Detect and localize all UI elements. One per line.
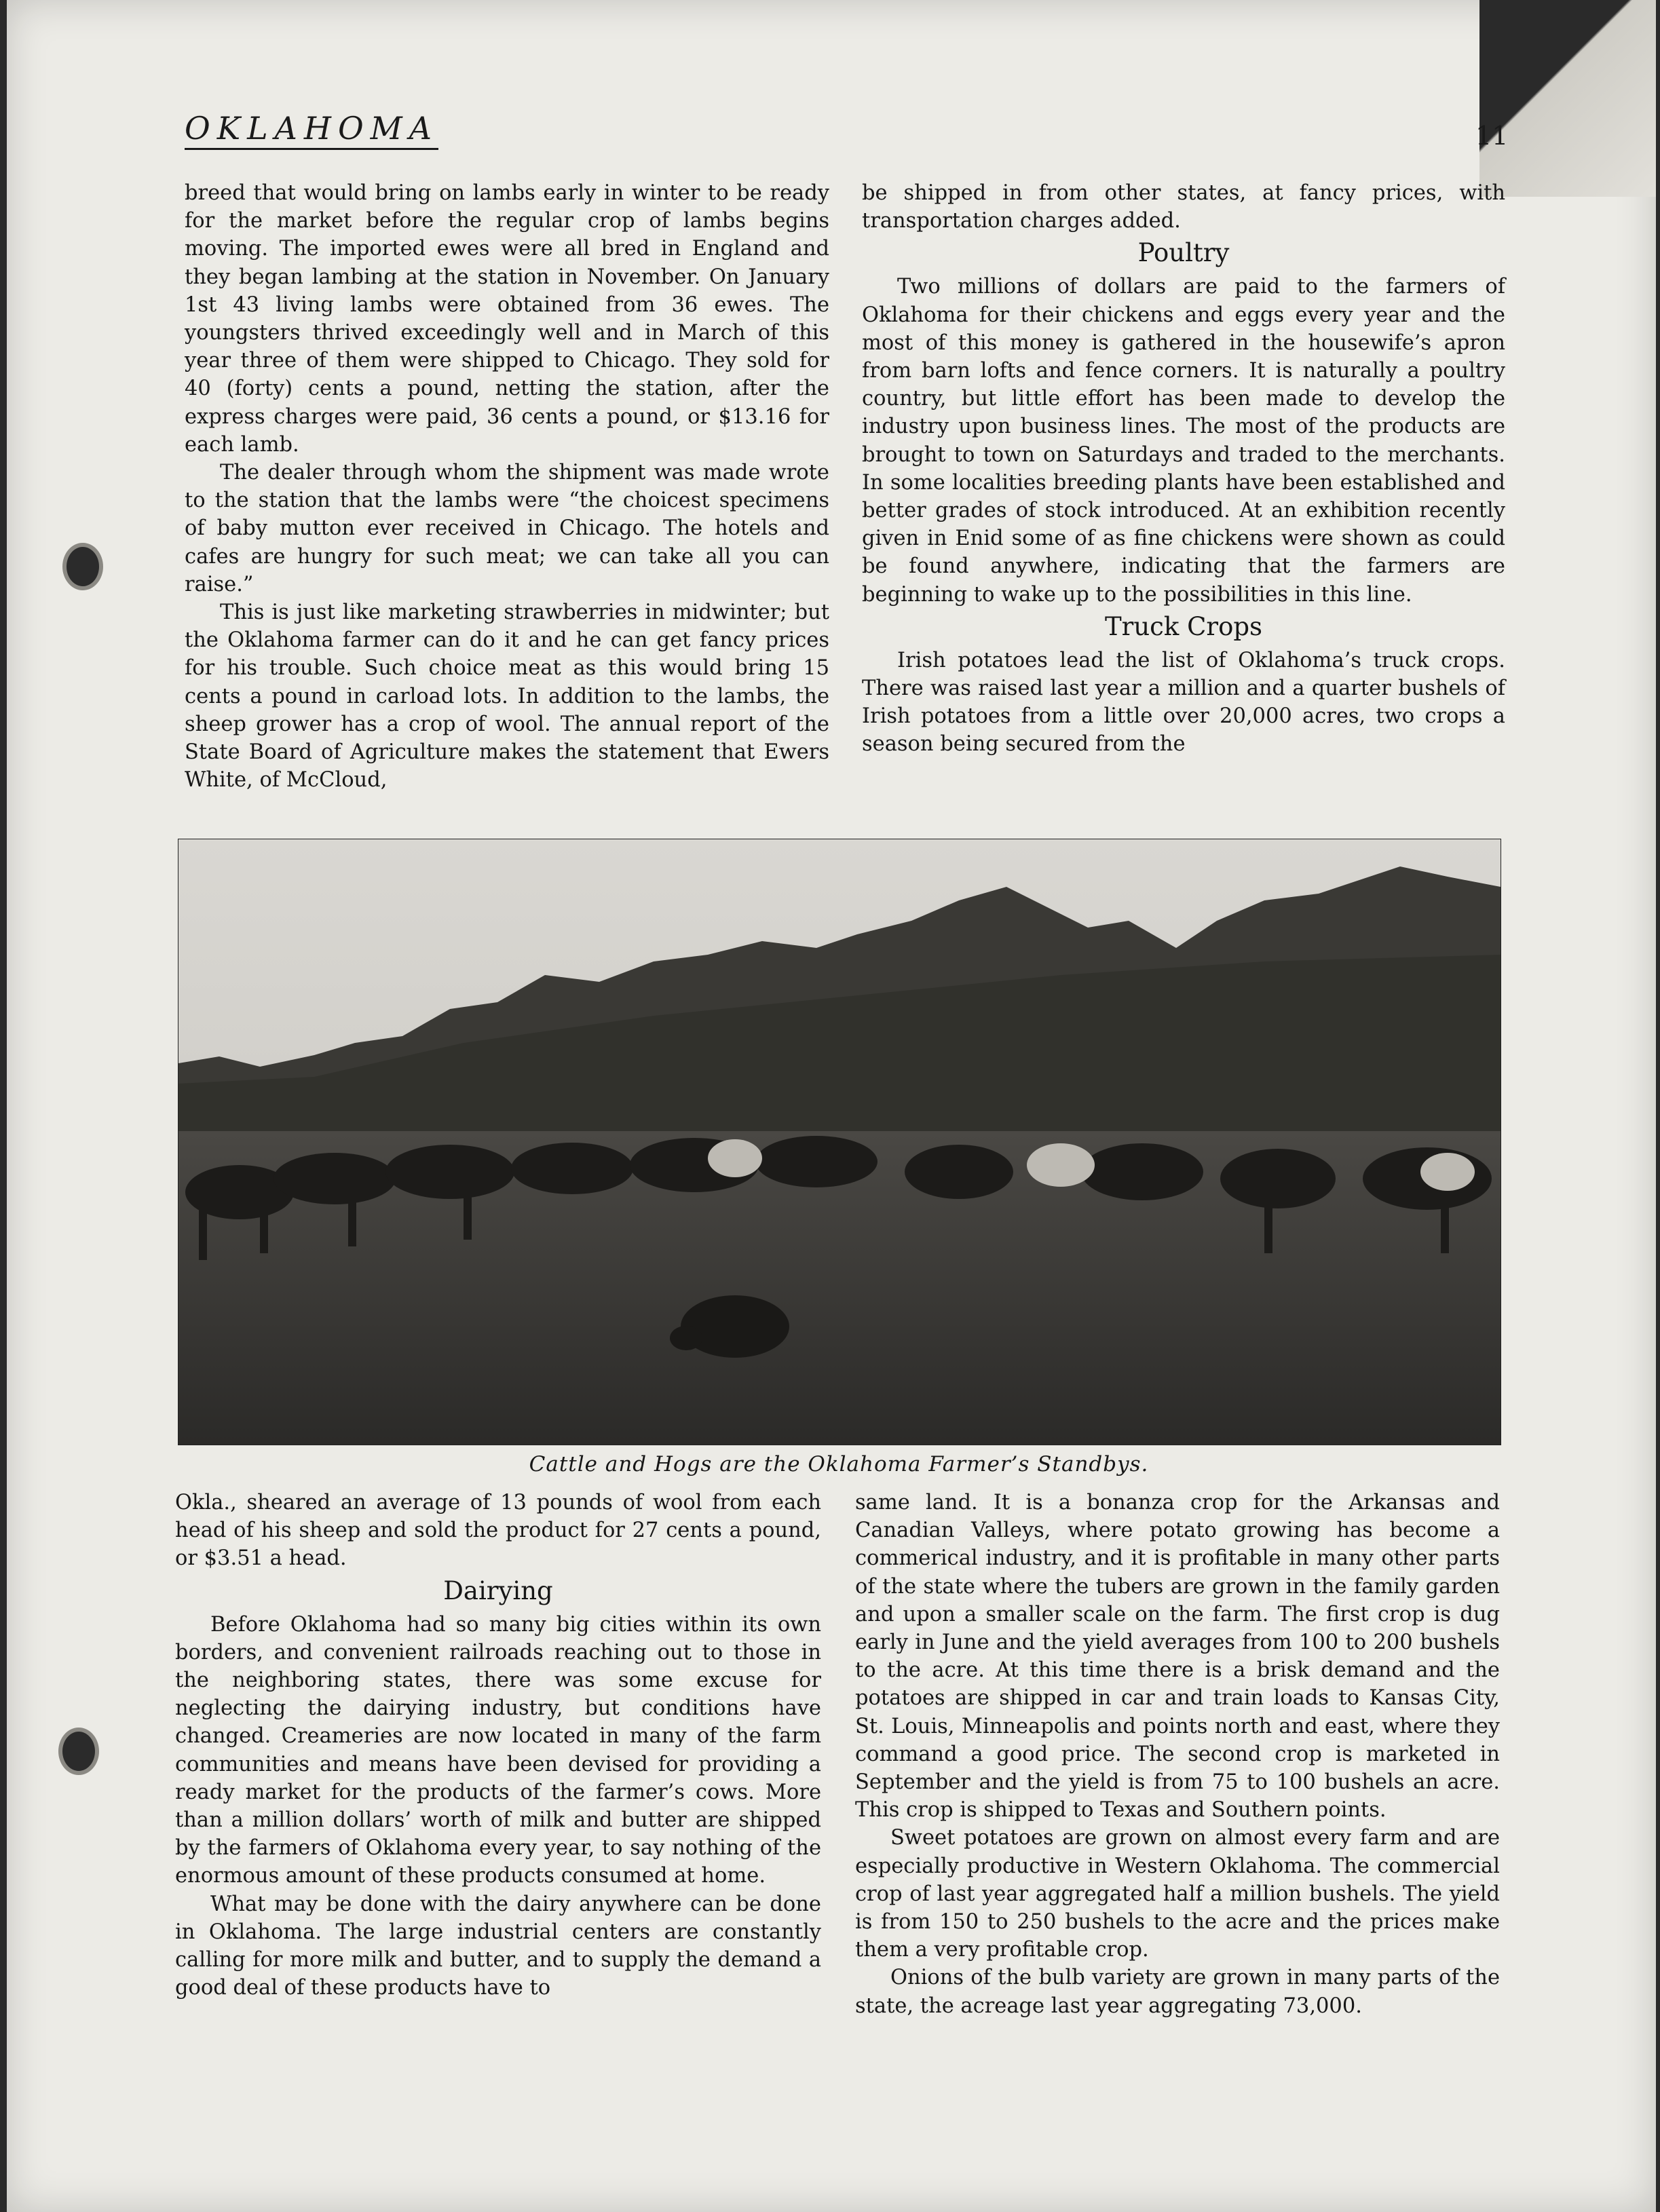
photo-illustration xyxy=(178,839,1501,1445)
paragraph: Okla., sheared an average of 13 pounds of wool from each head of his sheep and sold the product for 27 cents a pound, or $3.51 a head. xyxy=(175,1491,821,1571)
paragraph: Sweet potatoes are grown on almost every farm and are especially productive in Western Oklahoma. The commercial crop of last year aggregated half a million bushels. The yield is from 150 to 250 bushels to the acre and the prices make them a very profitable crop. xyxy=(855,1826,1500,1962)
bottom-right-column xyxy=(855,1489,1500,2020)
paragraph: The dealer through whom the shipment was made wrote to the station that the lambs were “the choicest specimens of baby mutton ever received in Chicago. The hotels and cafes are hungry for such meat; we can take all you can raise.” xyxy=(185,461,829,596)
magazine-page xyxy=(7,0,1656,2212)
paragraph: Before Oklahoma had so many big cities within its own borders, and convenient railroads reaching out to those in the neighboring states, there was some excuse for neglecting the dairying industry, but conditions have changed. Creameries are now located in many of the farm communities and means have been devised for providing a ready market for the products of the farmer’s cows. More than a million dollars’ worth of milk and butter are shipped by the farmers of Oklahoma every year, to say nothing of the enormous amount of these products consumed at home. xyxy=(175,1612,821,1888)
photo-caption: Cattle and Hogs are the Oklahoma Farmer’s Standbys. xyxy=(529,1452,1149,1476)
paragraph: be shipped in from other states, at fancy prices, with transportation charges added. xyxy=(862,181,1505,233)
paragraph: This is just like marketing strawberries in midwinter; but the Oklahoma farmer can do it and he can get fancy prices for his trouble. Such choice meat as this would bring 15 cents a pound in carload lots. In addition to the lambs, the sheep grower has a crop of wool. The annual report of the State Board of Agriculture makes the statement that Ewers White, of McCloud, xyxy=(185,600,829,793)
section-heading-truck-crops: Truck Crops xyxy=(1104,611,1263,641)
running-header-title: OKLAHOMA xyxy=(185,110,438,150)
top-left-column xyxy=(185,179,829,794)
paragraph: breed that would bring on lambs early in winter to be ready for the market before the regular crop of lambs begins moving. The imported ewes were all bred in England and they began lambing at the station in November. On January 1st 43 living lambs were obtained from 36 ewes. The youngsters thrived exceedingly well and in March of this year three of them were shipped to Chicago. They sold for 40 (forty) cents a pound, netting the station, after the express charges were paid, 36 cents a pound, or $13.16 for each lamb. xyxy=(185,181,829,457)
bottom-left-column xyxy=(175,1489,821,2002)
section-heading-poultry: Poultry xyxy=(1137,238,1230,268)
folded-corner xyxy=(1479,0,1656,197)
binder-hole xyxy=(62,543,103,590)
top-right-column xyxy=(862,179,1505,759)
page-number: 11 xyxy=(1475,121,1509,151)
paragraph: same land. It is a bonanza crop for the Arkansas and Canadian Valleys, where potato growing has become a commerical industry, and it is profitable in many other parts of the state where the tubers are grown in the family garden and upon a smaller scale on the farm. The first crop is dug early in June and the yield averages from 100 to 200 bushels to the acre. At this time there is a brisk demand and the potatoes are shipped in car and train loads to Kansas City, St. Louis, Minneapolis and points north and east, where they command a good price. The second crop is marketed in September and the yield is from 75 to 100 bushels an acre. This crop is shipped to Texas and Southern points. xyxy=(855,1491,1500,1823)
binder-hole xyxy=(58,1728,99,1775)
paragraph: Two millions of dollars are paid to the farmers of Oklahoma for their chickens and eggs every year and the most of this money is gathered in the housewife’s apron from barn lofts and fence corners. It is naturally a poultry country, but little effort has been made to develop the industry upon business lines. The most of the products are brought to town on Saturdays and traded to the merchants. In some localities breeding plants have been established and better grades of stock introduced. At an exhibition recently given in Enid some of as fine chickens were shown as could be found anywhere, indicating that the farmers are beginning to wake up to the possibilities in this line. xyxy=(862,275,1505,607)
section-heading-dairying: Dairying xyxy=(443,1576,553,1605)
paragraph: Onions of the bulb variety are grown in many parts of the state, the acreage last year aggregating 73,000. xyxy=(855,1966,1500,2018)
paragraph: Irish potatoes lead the list of Oklahoma’s truck crops. There was raised last year a million and a quarter bushels of Irish potatoes from a little over 20,000 acres, two crops a season being secured from the xyxy=(862,648,1505,757)
cattle-and-hogs-photo xyxy=(178,839,1501,1445)
paragraph: What may be done with the dairy anywhere can be done in Oklahoma. The large industrial centers are constantly calling for more milk and butter, and to supply the demand a good deal of these products have to xyxy=(175,1892,821,2000)
